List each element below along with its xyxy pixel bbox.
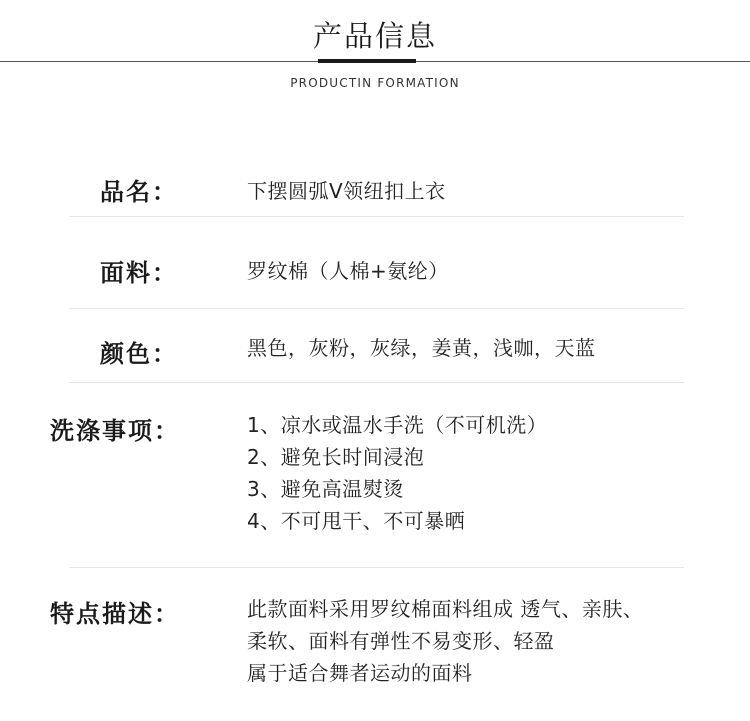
color-value: 黑色，灰粉，灰绿，姜黄，浅咖，天蓝 xyxy=(247,336,596,360)
list-item: 3、避免高温熨烫 xyxy=(247,477,404,501)
row-divider xyxy=(69,216,684,217)
list-item: 2、避免长时间浸泡 xyxy=(247,445,425,469)
description-line: 属于适合舞者运动的面料 xyxy=(247,661,473,685)
fabric-label: 面料： xyxy=(100,259,178,287)
fabric-value: 罗纹棉（人棉+氨纶） xyxy=(247,259,449,283)
washing-list xyxy=(247,409,547,537)
list-item: 4、不可甩干、不可暴晒 xyxy=(247,509,466,533)
row-divider xyxy=(69,308,684,309)
washing-label: 洗涤事项： xyxy=(50,417,180,445)
features-text xyxy=(247,593,643,689)
product-name-value: 下摆圆弧V领纽扣上衣 xyxy=(247,179,446,203)
product-name-label: 品名： xyxy=(100,178,178,206)
row-divider xyxy=(69,382,684,383)
header-divider-accent xyxy=(318,59,416,63)
description-line: 此款面料采用罗纹棉面料组成 透气、亲肤、 xyxy=(247,597,644,621)
description-line: 柔软、面料有弹性不易变形、轻盈 xyxy=(247,629,555,653)
features-label: 特点描述： xyxy=(50,600,180,628)
color-label: 颜色： xyxy=(100,340,178,368)
page-title: 产品信息 xyxy=(312,19,437,53)
list-item: 1、凉水或温水手洗（不可机洗） xyxy=(247,413,548,437)
row-divider xyxy=(69,567,684,568)
page-subtitle: PRODUCTIN FORMATION xyxy=(290,76,460,90)
